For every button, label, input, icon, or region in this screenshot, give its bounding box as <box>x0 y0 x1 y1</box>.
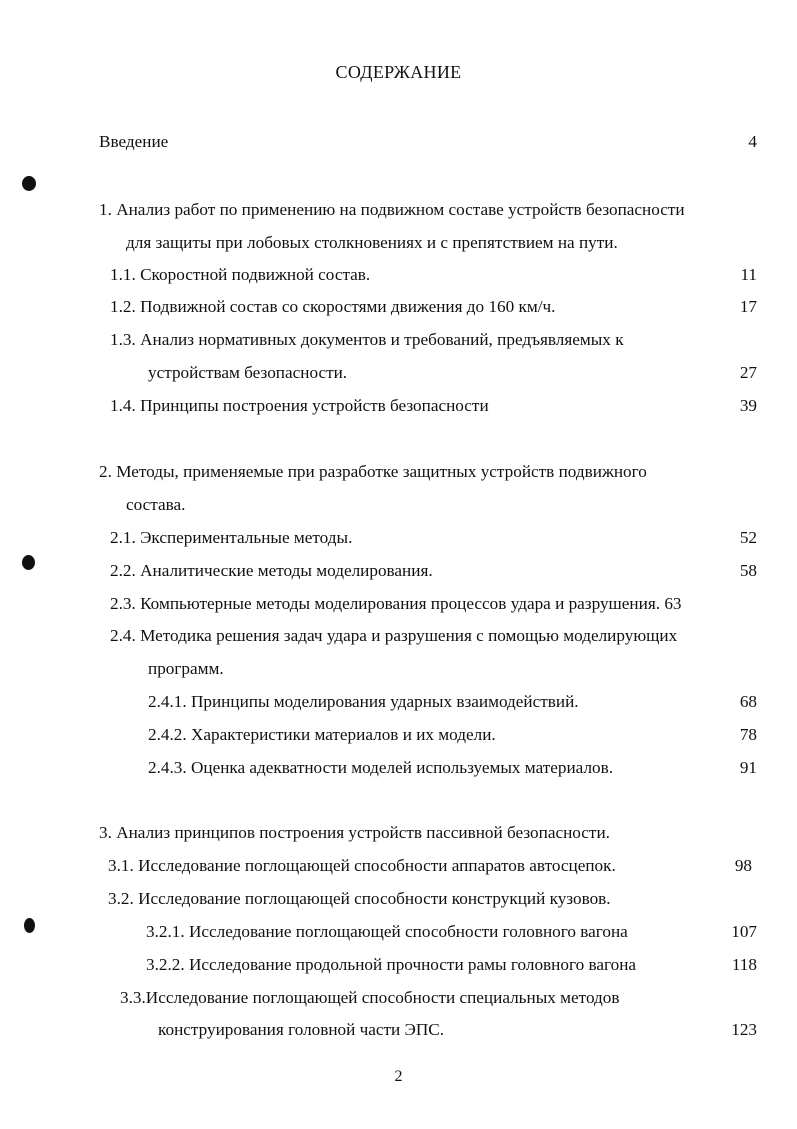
punch-hole-mark <box>22 555 35 570</box>
punch-hole-mark <box>24 918 35 933</box>
toc-page-3-2-1: 107 <box>731 922 757 941</box>
toc-page-2-4-1: 68 <box>739 692 757 711</box>
toc-page-3-2-2: 118 <box>731 955 757 974</box>
toc-entry-3-2-1: 3.2.1. Исследование поглощающей способности головного вагона <box>146 922 628 941</box>
toc-entry-ch1-line2: для защиты при лобовых столкновениях и с препятствием на пути. <box>126 233 618 252</box>
toc-entry-1-3-line1: 1.3. Анализ нормативных документов и требований, предъявляемых к <box>110 330 624 349</box>
toc-entry-3-3-line2: конструирования головной части ЭПС. <box>158 1020 445 1039</box>
toc-page-1-1: 11 <box>740 265 757 284</box>
toc-entry-3-3-line1: 3.3.Исследование поглощающей способности специальных методов <box>120 988 620 1007</box>
toc-entry-3-1: 3.1. Исследование поглощающей способности аппаратов автосцепок. <box>108 856 616 875</box>
toc-entry-2-4-line1: 2.4. Методика решения задач удара и разрушения с помощью моделирующих <box>110 626 678 645</box>
toc-entry-1-4: 1.4. Принципы построения устройств безопасности <box>110 396 489 415</box>
toc-entry-2-4-2: 2.4.2. Характеристики материалов и их модели. <box>148 725 496 744</box>
toc-entry-1-1: 1.1. Скоростной подвижной состав. <box>110 265 371 284</box>
page-title: СОДЕРЖАНИЕ <box>335 62 462 82</box>
toc-page-2-4-3: 91 <box>739 758 757 777</box>
page-number: 2 <box>394 1068 403 1085</box>
toc-entry-3-2: 3.2. Исследование поглощающей способности конструкций кузовов. <box>108 889 611 908</box>
toc-entry-3-2-2: 3.2.2. Исследование продольной прочности рамы головного вагона <box>146 955 637 974</box>
toc-page-2-4-2: 78 <box>739 725 757 744</box>
toc-entry-1-2: 1.2. Подвижной состав со скоростями движения до 160 км/ч. <box>110 297 556 316</box>
toc-page-1-2: 17 <box>739 297 757 316</box>
toc-entry-ch2-line2: состава. <box>126 495 186 514</box>
toc-page-1-4: 39 <box>739 396 757 415</box>
toc-page-3-3: 123 <box>731 1020 757 1039</box>
toc-entry-2-4-1: 2.4.1. Принципы моделирования ударных взаимодействий. <box>148 692 579 711</box>
toc-entry-2-2: 2.2. Аналитические методы моделирования. <box>110 561 433 580</box>
toc-page-3-1: 98 <box>734 856 752 875</box>
toc-entry-ch2-line1: 2. Методы, применяемые при разработке защитных устройств подвижного <box>99 462 647 481</box>
punch-hole-mark <box>22 176 36 191</box>
toc-page-intro: 4 <box>748 132 757 151</box>
toc-entry-2-1: 2.1. Экспериментальные методы. <box>110 528 353 547</box>
toc-entry-2-4-3: 2.4.3. Оценка адекватности моделей используемых материалов. <box>148 758 614 777</box>
toc-entry-2-4-line2: программ. <box>148 659 224 678</box>
toc-entry-intro: Введение <box>99 132 169 151</box>
toc-page-2-2: 58 <box>739 561 757 580</box>
toc-entry-2-3: 2.3. Компьютерные методы моделирования процессов удара и разрушения. 63 <box>110 594 682 613</box>
toc-entry-ch1-line1: 1. Анализ работ по применению на подвижном составе устройств безопасности <box>99 200 685 219</box>
toc-page-1-3: 27 <box>739 363 757 382</box>
toc-entry-ch3: 3. Анализ принципов построения устройств пассивной безопасности. <box>99 823 610 842</box>
toc-entry-1-3-line2: устройствам безопасности. <box>148 363 348 382</box>
toc-page-2-1: 52 <box>739 528 757 547</box>
